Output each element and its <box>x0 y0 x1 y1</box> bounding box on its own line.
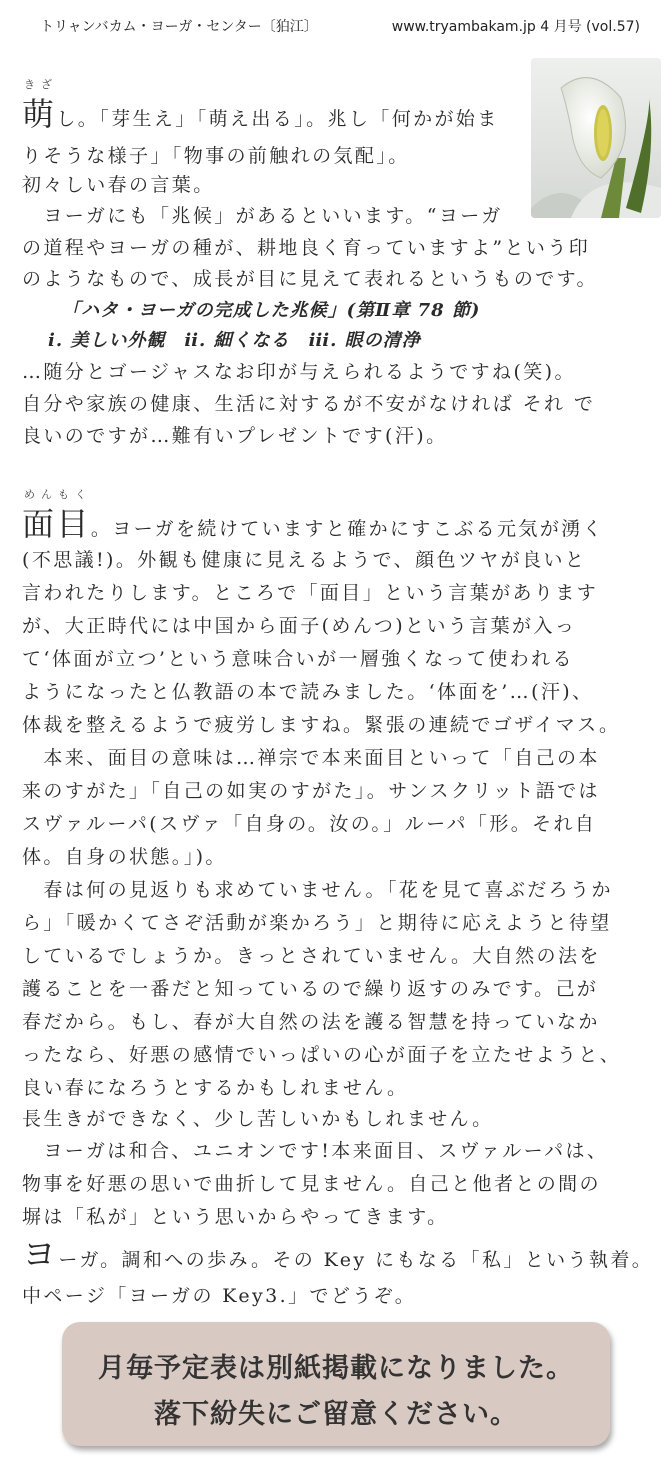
page-header <box>40 10 640 40</box>
text-line: 春は何の見返りも求めていません。「花を見て喜ぶだろうか <box>22 879 613 901</box>
text-line: 春だから。もし、春が大自然の法を護る智慧を持っていなか <box>22 1011 600 1033</box>
text-line: 護ることを一番だと知っているので繰り返すのみです。己が <box>22 978 599 1000</box>
text-line: が、大正時代には中国から面子(めんつ)という言葉が入っ <box>22 615 577 637</box>
text-line: 体。自身の状態。」)。 <box>22 846 227 868</box>
three-signs: ⅰ. 美しい外観 ⅱ. 細くなる ⅲ. 眼の清浄 <box>48 330 421 351</box>
text-line: しているでしょうか。きっとされていません。大自然の法を <box>22 945 601 967</box>
text-line: し。「芽生え」「萌え出る」。兆し「何かが始ま <box>56 108 499 130</box>
text-line: …随分とゴージャスなお印が与えられるようですね(笑)。 <box>22 361 576 383</box>
text-line: (不思議!)。外観も健康に見えるようで、顔色ツヤが良いと <box>22 549 587 571</box>
initial-kiza: 萌 <box>22 95 57 133</box>
text-line: 初々しい春の言葉。 <box>22 174 215 196</box>
initial-yo: ヨ <box>22 1235 59 1275</box>
text-line: ヨーガにも「兆候」があるといいます。“ヨーガ <box>22 205 503 227</box>
text-line: ら」「暖かくてさぞ活動が楽かろう」と期待に応えようと待望 <box>22 912 612 934</box>
text-line: りそうな様子」「物事の前触れの気配」。 <box>22 145 410 167</box>
section2-first-line <box>22 505 605 543</box>
text-line: ーガ。調和への歩み。その Key にもなる「私」という執着。 <box>58 1249 654 1271</box>
issue-info: www.tryambakam.jp 4 月号 (vol.57) <box>391 19 640 35</box>
skunk-cabbage-photo <box>531 58 661 218</box>
text-line: 体裁を整えるようで疲労しますね。緊張の連続でゴザイマス。 <box>22 714 621 736</box>
text-line: ようになったと仏教語の本で読みました。‘体面を’…(汗)、 <box>22 681 594 703</box>
text-line: 良い春になろうとするかもしれません。 <box>22 1077 409 1099</box>
text-line: 良いのですが…難有いプレゼントです(汗)。 <box>22 425 448 447</box>
section1-first-line <box>22 95 499 133</box>
notice-line-1: 月毎予定表は別紙掲載になりました。 <box>98 1353 574 1384</box>
text-line: て‘体面が立つ’という意味合いが一層強くなって使われる <box>22 648 574 670</box>
text-line: ヨーガは和合、ユニオンです!本来面目、スヴァルーパは、 <box>22 1140 609 1162</box>
initial-menmoku: 面目 <box>22 505 91 543</box>
schedule-notice <box>62 1322 610 1446</box>
text-line: 。ヨーガを続けていますと確かにすこぶる元気が湧く <box>90 518 605 540</box>
text-line: 物事を好悪の思いで曲折して見ません。自己と他者との間の <box>22 1173 601 1195</box>
center-name: トリャンバカム・ヨーガ・センター〔狛江〕 <box>40 19 318 35</box>
text-line: スヴァルーパ(スヴァ「自身の。汝の。」ルーパ「形。それ自 <box>22 813 597 835</box>
text-line: 来のすがた」「自己の如実のすがた」。サンスクリット語では <box>22 780 600 802</box>
text-line: 自分や家族の健康、生活に対するが不安がなければ それ で <box>22 393 596 415</box>
text-line: 言われたりします。ところで「面目」という言葉があります <box>22 582 599 604</box>
ruby-kiza: きざ <box>24 78 58 91</box>
ruby-menmoku: めんもく <box>24 488 92 501</box>
text-line: のようなもので、成長が目に見えて表れるというものです。 <box>22 268 598 290</box>
text-line: 本来、面目の意味は…禅宗で本来面目といって「自己の本 <box>22 747 600 769</box>
text-line: 中ページ「ヨーガの Key3.」でどうぞ。 <box>22 1285 417 1307</box>
hatha-yoga-quote: 「ハタ・ヨーガの完成した兆候」(第Ⅱ章 78 節) <box>62 300 481 321</box>
section3-first-line <box>22 1235 654 1275</box>
text-line: ったなら、好悪の感情でいっぱいの心が面子を立たせようと、 <box>22 1044 622 1066</box>
text-line: 塀は「私が」という思いからやってきます。 <box>22 1206 449 1228</box>
text-line: 長生きができなく、少し苦しいかもしれません。 <box>22 1108 494 1130</box>
notice-line-2: 落下紛失にご留意ください。 <box>154 1399 518 1430</box>
text-line: の道程やヨーガの種が、耕地良く育っていますよ”という印 <box>22 237 591 259</box>
